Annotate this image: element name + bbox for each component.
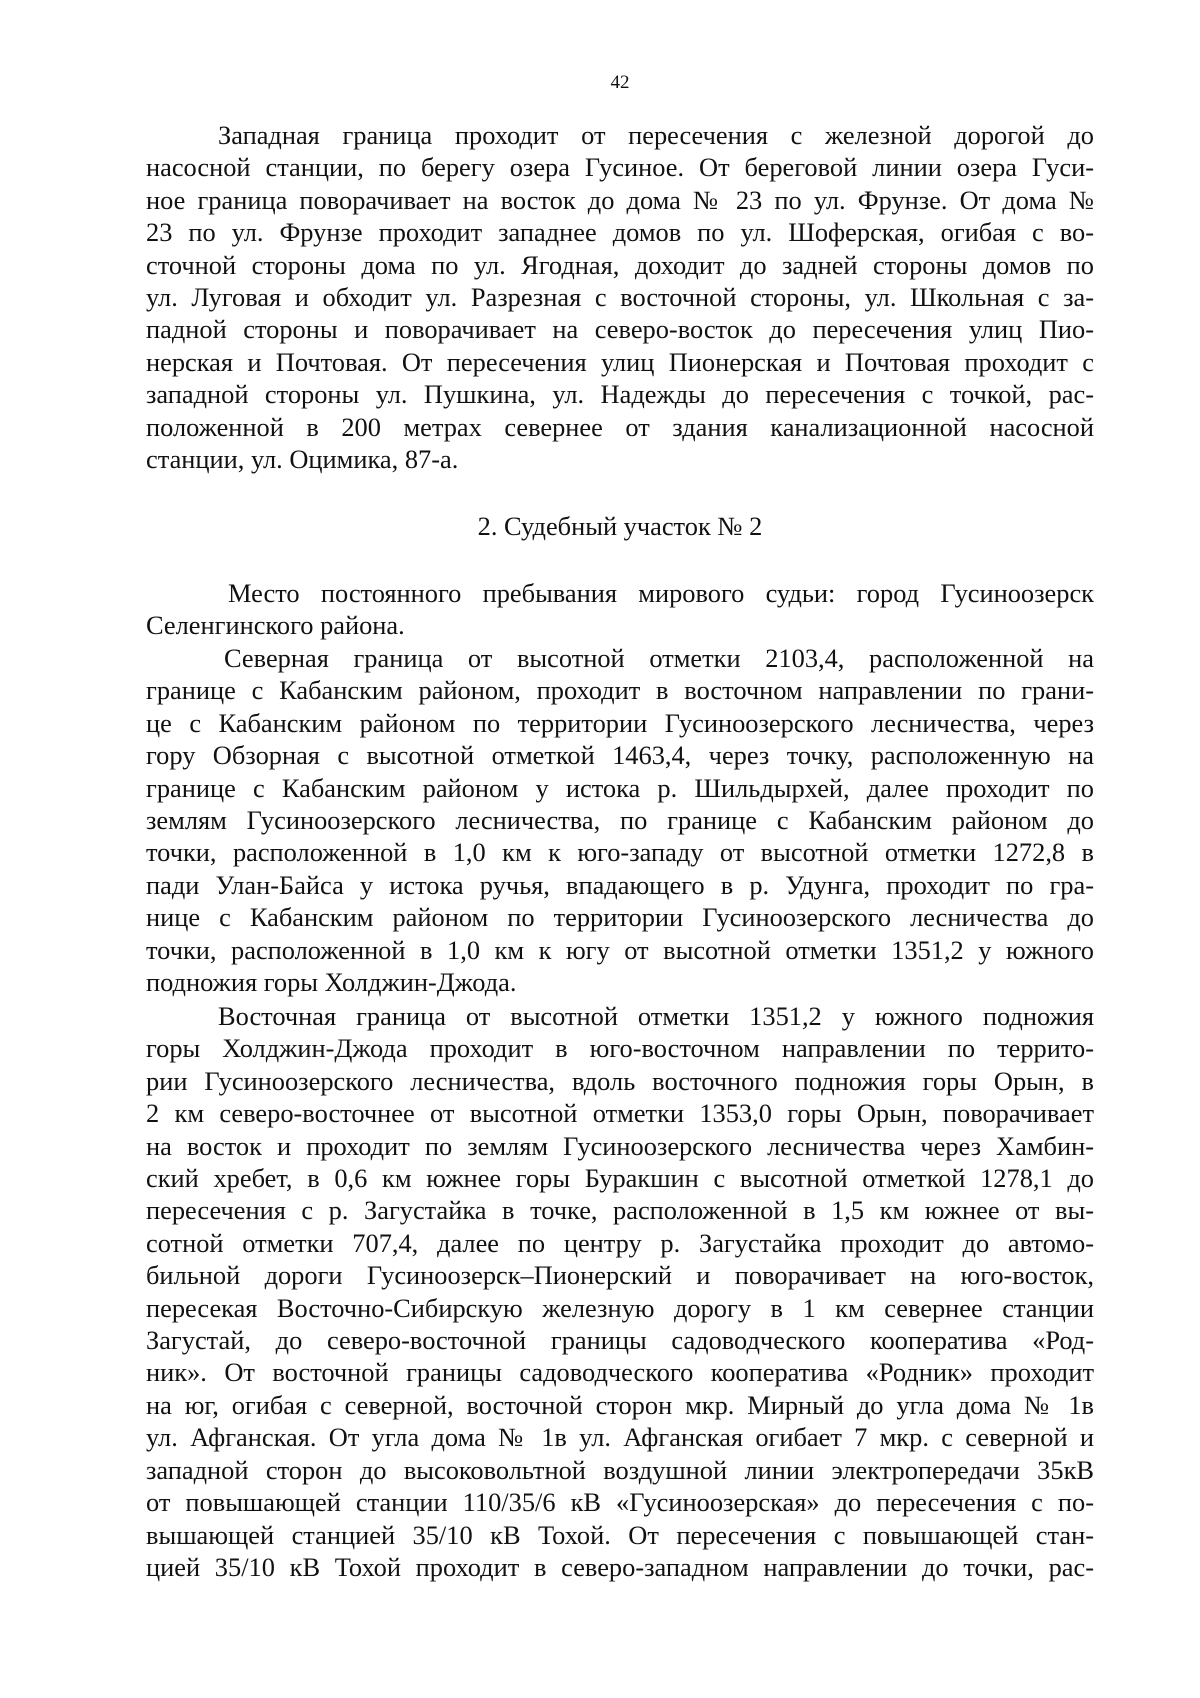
paragraph-line: на восток и проходит по землям Гусиноозерского лесничества через Хамбин- bbox=[146, 1130, 1094, 1161]
paragraph-line: ное граница поворачивает на восток до дома № 23 по ул. Фрунзе. От дома № bbox=[146, 184, 1094, 215]
paragraph-line: положенной в 200 метрах севернее от здания канализационной насосной bbox=[146, 411, 1094, 442]
paragraph-line: вышающей станцией 35/10 кВ Тохой. От пересечения с повышающей стан- bbox=[146, 1519, 1094, 1550]
section-heading: 2. Судебный участок № 2 bbox=[477, 511, 763, 541]
paragraph-line: западной сторон до высоковольтной воздушной линии электропередачи 35кВ bbox=[146, 1454, 1094, 1485]
paragraph-line: ник». От восточной границы садоводческого кооператива «Родник» проходит bbox=[146, 1357, 1094, 1388]
paragraph-line: горы Холджин-Джода проходит в юго-восточном направлении по террито- bbox=[146, 1033, 1094, 1064]
paragraph-line: ул. Луговая и обходит ул. Разрезная с восточной стороны, ул. Школьная с за- bbox=[146, 282, 1094, 313]
paragraph-line: сотной отметки 707,4, далее по центру р. Загустайка проходит до автомо- bbox=[146, 1227, 1094, 1258]
paragraph-line: Восточная граница от высотной отметки 1351,2 у южного подножия bbox=[218, 1001, 1094, 1031]
paragraph-line: рии Гусиноозерского лесничества, вдоль восточного подножия горы Орын, в bbox=[146, 1065, 1094, 1096]
paragraph-line: гору Обзорная с высотной отметкой 1463,4, через точку, расположенную на bbox=[146, 740, 1094, 771]
paragraph-line: станции, ул. Оцимика, 87-а. bbox=[146, 444, 459, 475]
paragraph-line: це с Кабанским районом по территории Гусиноозерского лесничества, через bbox=[146, 707, 1094, 738]
paragraph-line: Место постоянного пребывания мирового судьи: город Гусиноозерск bbox=[228, 578, 1094, 608]
north-boundary-paragraph bbox=[146, 642, 1094, 998]
paragraph-line: насосной станции, по берегу озера Гусиное. От береговой линии озера Гуси- bbox=[146, 152, 1094, 183]
paragraph-line: границе с Кабанским районом у истока р. Шильдырхей, далее проходит по bbox=[146, 772, 1094, 803]
paragraph-line: точки, расположенной в 1,0 км к югу от высотной отметки 1351,2 у южного bbox=[146, 934, 1094, 965]
section1-paragraph bbox=[146, 119, 1094, 475]
paragraph-line: пересечения с р. Загустайка в точке, расположенной в 1,5 км южнее от вы- bbox=[146, 1195, 1094, 1226]
paragraph-line: нерская и Почтовая. От пересечения улиц Пионерская и Почтовая проходит с bbox=[146, 346, 1094, 377]
paragraph-line: пади Улан-Байса у истока ручья, впадающего в р. Удунга, проходит по гра- bbox=[146, 869, 1094, 900]
paragraph-line: подножия горы Холджин-Джода. bbox=[146, 967, 517, 998]
paragraph-line: нице с Кабанским районом по территории Гусиноозерского лесничества до bbox=[146, 902, 1094, 933]
paragraph-line: Селенгинского района. bbox=[146, 610, 405, 641]
paragraph-line: 23 по ул. Фрунзе проходит западнее домов по ул. Шоферская, огибая с во- bbox=[146, 217, 1094, 248]
paragraph-line: ский хребет, в 0,6 км южнее горы Буракшин с высотной отметкой 1278,1 до bbox=[146, 1163, 1094, 1194]
paragraph-line: Загустай, до северо-восточной границы садоводческого кооператива «Род- bbox=[146, 1325, 1094, 1356]
east-boundary-paragraph bbox=[146, 1000, 1094, 1583]
paragraph-line: 2 км северо-восточнее от высотной отметки 1353,0 горы Орын, поворачивает bbox=[146, 1098, 1094, 1129]
paragraph-line: Западная граница проходит от пересечения с железной дорогой до bbox=[218, 120, 1094, 150]
paragraph-line: цией 35/10 кВ Тохой проходит в северо-западном направлении до точки, рас- bbox=[146, 1551, 1094, 1582]
paragraph-line: сточной стороны дома по ул. Ягодная, доходит до задней стороны домов по bbox=[146, 249, 1094, 280]
paragraph-line: землям Гусиноозерского лесничества, по границе с Кабанским районом до bbox=[146, 805, 1094, 836]
paragraph-line: бильной дороги Гусиноозерск–Пионерский и поворачивает на юго-восток, bbox=[146, 1260, 1094, 1291]
paragraph-line: точки, расположенной в 1,0 км к юго-западу от высотной отметки 1272,8 в bbox=[146, 837, 1094, 868]
page-number: 42 bbox=[610, 72, 630, 93]
paragraph-line: пересекая Восточно-Сибирскую железную дорогу в 1 км севернее станции bbox=[146, 1292, 1094, 1323]
paragraph-line: падной стороны и поворачивает на северо-восток до пересечения улиц Пио- bbox=[146, 314, 1094, 345]
paragraph-line: западной стороны ул. Пушкина, ул. Надежды до пересечения с точкой, рас- bbox=[146, 379, 1094, 410]
residence-paragraph bbox=[146, 577, 1094, 642]
paragraph-line: границе с Кабанским районом, проходит в восточном направлении по грани- bbox=[146, 675, 1094, 706]
paragraph-line: на юг, огибая с северной, восточной сторон мкр. Мирный до угла дома № 1в bbox=[146, 1389, 1094, 1420]
paragraph-line: ул. Афганская. От угла дома № 1в ул. Афганская огибает 7 мкр. с северной и bbox=[146, 1422, 1094, 1453]
paragraph-line: от повышающей станции 110/35/6 кВ «Гусиноозерская» до пересечения с по- bbox=[146, 1487, 1094, 1518]
paragraph-line: Северная граница от высотной отметки 2103,4, расположенной на bbox=[224, 643, 1094, 673]
